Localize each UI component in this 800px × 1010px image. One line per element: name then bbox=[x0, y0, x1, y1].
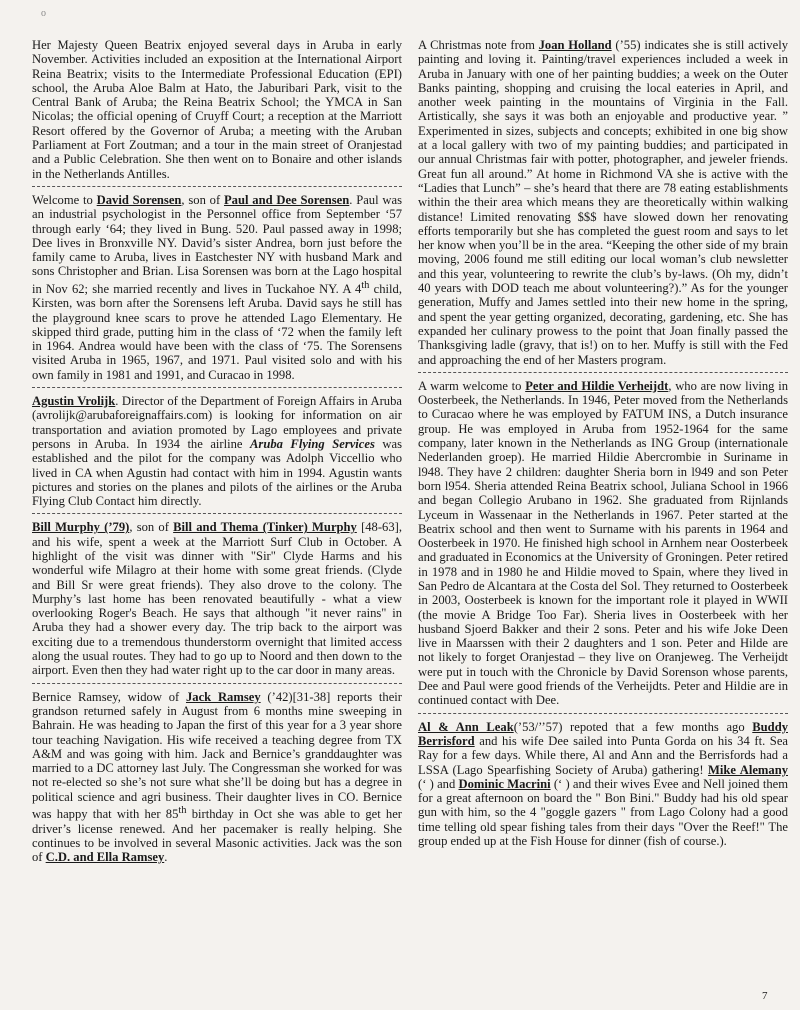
person-name: Dominic Macrini bbox=[458, 776, 551, 791]
person-name: C.D. and Ella Ramsey bbox=[45, 850, 165, 865]
article-queen-beatrix bbox=[32, 38, 402, 181]
right-column bbox=[418, 38, 788, 848]
person-name: Buddy Berrisford bbox=[418, 719, 788, 748]
article-divider bbox=[32, 186, 402, 187]
page-number: 7 bbox=[762, 990, 768, 1002]
left-column bbox=[32, 38, 402, 864]
article-sorensen bbox=[32, 193, 402, 382]
article-divider bbox=[418, 713, 788, 714]
article-leak bbox=[418, 720, 788, 849]
article-vrolijk bbox=[32, 394, 402, 508]
article-divider bbox=[418, 372, 788, 373]
article-divider bbox=[32, 387, 402, 388]
article-divider bbox=[32, 513, 402, 514]
article-text: Her Majesty Queen Beatrix enjoyed several days in Aruba in early November. Activities included an exposition at the International Airport Reina Beatrix; visits to the Intermediate Professional Education (EPI) school, the Aruba Aloe Balm at Hato, the Jaburibari Park, visit to the Central Bank of Aruba; the Reina Beatrix School; the YMCA in San Nicolas; the official opening of Cruyff Court; a reception at the Marriott Resort offered by the Governor of Aruba; a meeting with the Aruban Parliament at Fort Zoutman; and a tour in the main street of Oranjestad and a Public Celebration. She then went on to Bonaire and other islands in the Netherlands Antilles. bbox=[32, 38, 402, 181]
article-text: A Christmas note from Joan Holland (’55) indicates she is still actively painting and loving it. Painting/travel experiences included a week in Aruba in January with one of her painting buddies; a week on the Outer Banks painting, shopping and cruising the local eateries in April, and another week painting in the mountains of Virginia in the Fall. Artistically, she says it was both an enjoyable and productive year. ” Experimented in sizes, subjects and concepts; exhibited in one big show at a local gallery with two of my painting buddies; and participated in our annual Christmas fair with potter, photographer, and jeweler friends. Great fun all around.” At home in Richmond VA she is active with the “Ladies that Lunch” – she’s heard that there are 78 eating establishments within the their area which means they are theoretically within walking distance! Limited renovating $$$ have slowed down her renovating efforts temporarily but she has completed the guest room and says to let her know when you’ll be in the area. “Keeping the other side of my brain moving, 2006 found me still editing our local woman’s club newsletter and this year, volunteering to rewrite the club’s by-laws. (Oh my, didn’t 40 years with DOD teach me about volunteering?).” As for the younger generation, Muffy and James settled into their new home in the spring, and spent the year getting organized, decorating, gardening, etc. She has expanded her culinary prowess to the point that Joan finally passed the Thanksgiving ladle (gravy, that is!) on to her. Muffy is still with the Fed and approaching the end of her Masters program. bbox=[418, 38, 788, 367]
article-ramsey bbox=[32, 690, 402, 865]
person-name: Al & Ann Leak bbox=[418, 719, 514, 734]
person-name: Paul and Dee Sorensen bbox=[223, 192, 350, 207]
article-text: A warm welcome to Peter and Hildie Verheijdt, who are now living in Oosterbeek, the Netherlands. In 1946, Peter moved from the Netherlands to Curacao where he was employed by FATUM INS, a Dutch insurance group. He was employed in Aruba from 1952-1964 for the same company, later known in the Netherlands as ING Group (internationale Nederlanden groep). He married Hildie Abercrombie in Suriname in l948. They have 2 children: daughter Sheria born in l949 and son Peter born l954. Sheria attended Reina Beatrix school, Juliana School in 1966 and began Collegio Arubano in 1962. She graduated from Rijnlands Lyceum in Wassenaar in the Netherlands in 1967. Peter started at the Beatrix school and then went to Surname with his parents in 1964 and Oosterbeek in 1970. He finished high school in Arnhem near Oosterbeek and graduated in Economics at the University of Groningen. Peter retired in 1978 and in 1980 he and Hildie moved to Spain, where they lived in San Pedro de Alcantara at the Costa del Sol. They returned to Oosterbeek in 2003, Oosterbeek is known for the important role it played in WWII (the movie A Bridge Too Far). Sheria lives in Oosterbeek with her husband Sjoerd Bakker and their 2 sons. Peter and his wife Joke Deen live in Maarssen with their 2 daughters and 1 son. Peter and Hilde are not likely to forget Oranjestad – they live on Oranjeweg. The Verheijdt were put in touch with the Chronicle by David Sorenson whose parents, Dee and Paul were good friends of the Verheijdts. Peter and Hildie are in continued contact with Dee. bbox=[418, 378, 788, 708]
article-text: Bill Murphy (’79), son of Bill and Thema (Tinker) Murphy [48-63], and his wife, spent a week at the Marriott Surf Club in October. A highlight of the visit was dinner with "Sir" Clyde Harms and his wonderful wife Milagro at their home with some great friends. (Clyde and Bill Sr were great friends). They also drove to the colony. The Murphy’s last home has been renovated beautifully - what a view overlooking Roger's Beach. He says that although "it never rains" in Aruba they had a shower every day. The trip back to the airport was exciting due to a tremendous thunderstorm overnight that limited access along the usual routes. They had to go up to Noord and then down to the airport. Even then they had water right up to the car door in many areas. bbox=[32, 520, 402, 678]
article-text: Al & Ann Leak(’53/’’57) repoted that a few months ago Buddy Berrisford and his wife Dee sailed into Punta Gorda on his 34 ft. Sea Ray for a few days. While there, Al and Ann and the Berrisfords had a LSSA (Lago Spearfishing Society of Aruba) gathering! Mike Alemany (‘ ) and Dominic Macrini (‘ ) and their wives Evee and Nell joined them for a great afternoon on board the " Bon Bini." Buddy had his old spear gun with him, so the 4 "goggle gazers " from Lago Colony had a good time telling old spear fishing tales from their days "Over the Reef!" The group ended up at the Fish House for dinner (fish of course.). bbox=[418, 719, 788, 849]
article-text: Bernice Ramsey, widow of Jack Ramsey (’42)[31-38] reports their grandson returned safely in August from 6 months mine sweeping in Bahrain. He was heading to Japan the first of this year for a 3 year shore tour teaching Navigation. His wife received a teaching degree from TX A&M and was going with him. Jack and Bernice’s granddaughter was married to a DC attorney last July. The Congressman she worked for was not re-elected so she’s not sure what she’ll be doing but has a degree in political science and agri business. Their daughter lives in CO. Bernice was happy that with her 85th birthday in Oct she was able to get her driver’s license renewed. And her pacemaker is really helping. She continues to be involved in several Masonic activities. Jack was the son of C.D. and Ella Ramsey. bbox=[32, 689, 402, 865]
article-holland bbox=[418, 38, 788, 367]
corner-mark: o bbox=[41, 8, 46, 19]
person-name: Bill Murphy (’79) bbox=[32, 520, 130, 535]
person-name: Agustin Vrolijk bbox=[32, 394, 116, 409]
article-text: Welcome to David Sorensen, son of Paul and Dee Sorensen. Paul was an industrial psychologist in the Personnel office from September ‘57 through early ‘64; they lived in Bung. 520. Paul passed away in 1998; Dee lives in Bronxville NY. David’s sister Andrea, born just before the family came to Aruba, lives in Eastchester NY with husband Mark and sons Christopher and Brian. Lisa Sorensen was born at the Lago hospital in Nov 62; she married recently and lives in Tuckahoe NY. A 4th child, Kirsten, was born after the Sorensens left Aruba. David says he still has the playground knee scars to prove he attended Lago Elementary. He skipped third grade, putting him in the class of ‘72 when the family left in 1964. Andrea would have been with the class of ‘75. The Sorensens visited Aruba in 1965, 1967, and 1971. Paul visited solo and with his own family in 1981 and 1991, and Curacao in 1998. bbox=[32, 192, 402, 382]
airline-name: Aruba Flying Services bbox=[250, 436, 375, 451]
person-name: Mike Alemany bbox=[707, 762, 788, 777]
person-name: David Sorensen bbox=[96, 192, 182, 207]
person-name: Bill and Thema (Tinker) Murphy bbox=[173, 520, 357, 535]
article-verheijdt bbox=[418, 379, 788, 708]
person-name: Jack Ramsey bbox=[185, 689, 261, 704]
article-murphy bbox=[32, 520, 402, 677]
person-name: Joan Holland bbox=[538, 38, 612, 52]
article-divider bbox=[32, 683, 402, 684]
person-name: Peter and Hildie Verheijdt bbox=[525, 378, 669, 393]
article-text: Agustin Vrolijk. Director of the Department of Foreign Affairs in Aruba (avrolijk@arubaforeignaffairs.com) is looking for information on air transportation and aviation promoted by Lago employees and private persons in Aruba. In 1934 the airline Aruba Flying Services was established and the pilot for the company was Adolph Viccellio who lived in CA when Agustin had contact with him in 1994. Agustin wants pictures and stories on the planes and pilots of the airlines or the Aruba Flying Club Contact him directly. bbox=[32, 394, 403, 509]
